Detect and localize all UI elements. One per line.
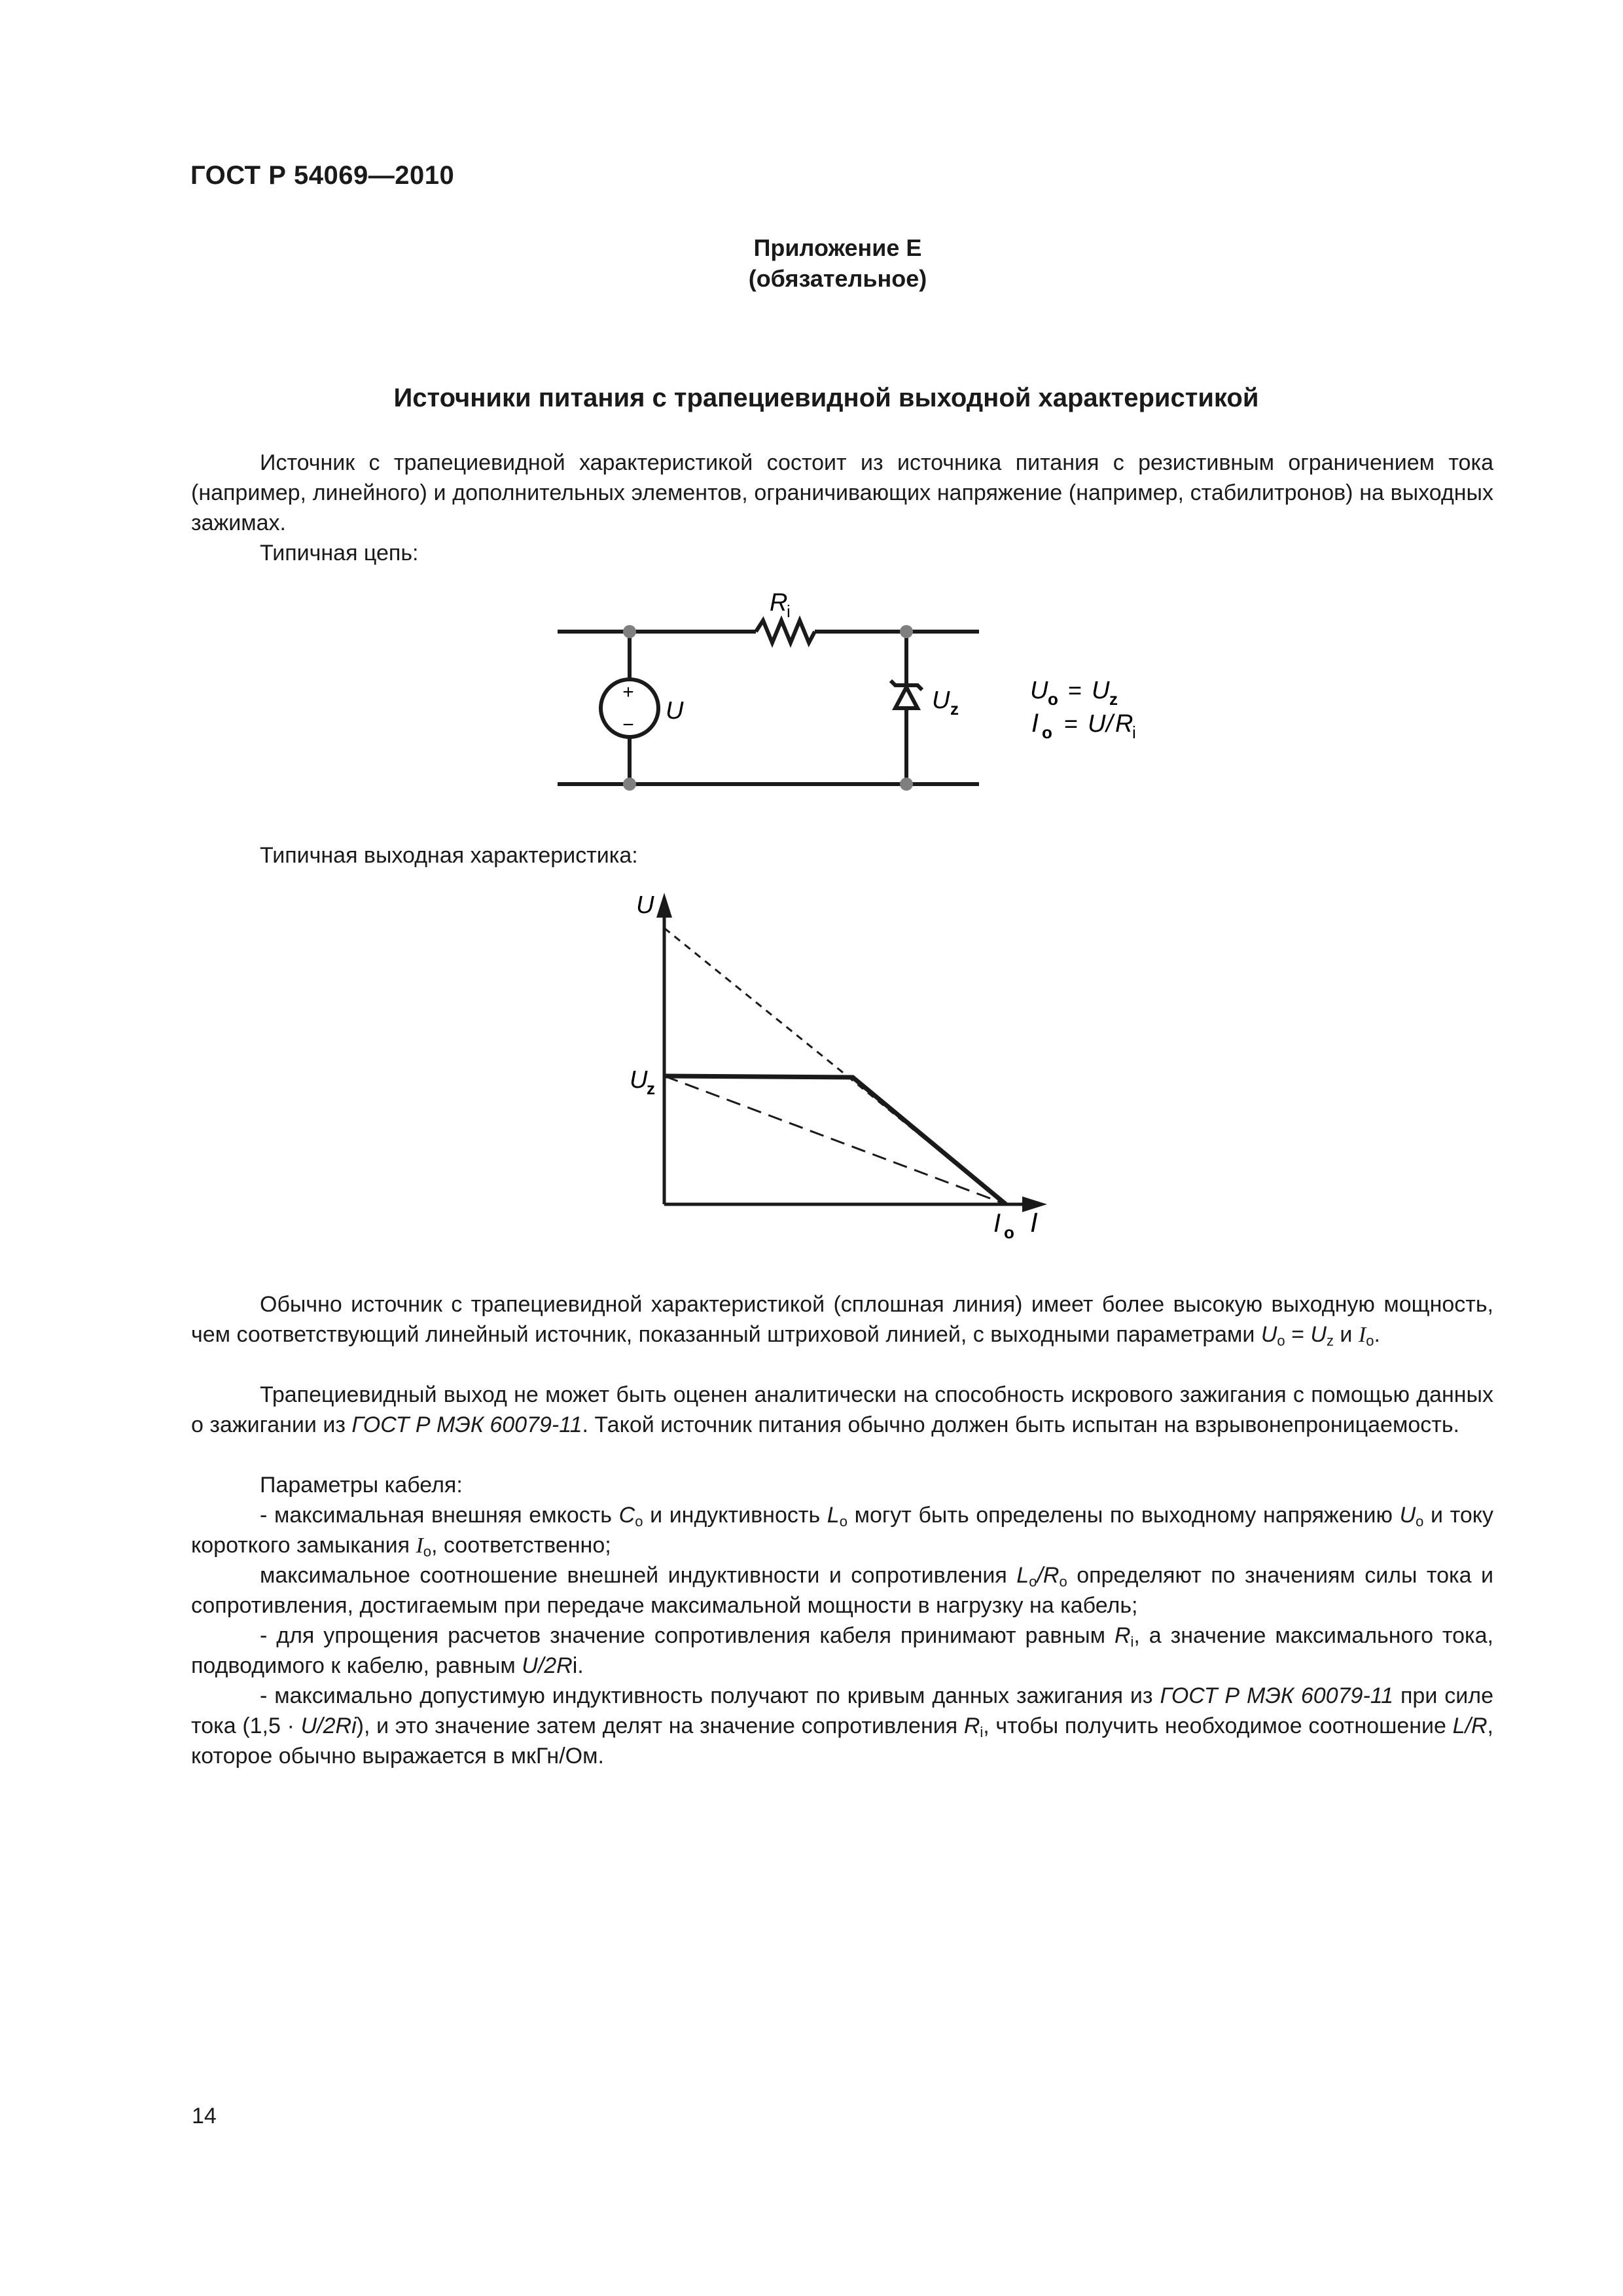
- standard-reference: ГОСТ Р МЭК 60079-11: [1160, 1683, 1394, 1708]
- uz-label-sub: z: [647, 1079, 655, 1098]
- document-code: ГОСТ Р 54069—2010: [190, 161, 455, 190]
- junction-node: [623, 625, 636, 638]
- zener-limited-dashed-line: [664, 1076, 1006, 1204]
- section-title-text: Источники питания с трапециевидной выходной характеристикой: [393, 384, 1259, 412]
- x-axis-label: I: [1030, 1207, 1038, 1238]
- resistor-label-sub: i: [787, 601, 791, 621]
- eq1-right: U: [1092, 677, 1110, 704]
- paragraph-inductance-ratio: максимальное соотношение внешней индуктивности и сопротивления $L_o/R_o$ определяют по значениям силы тока и сопротивления, достигаемым при передаче максимальной мощности в нагрузку на кабель;: [191, 1563, 1494, 1618]
- junction-node: [900, 778, 913, 791]
- paragraph-ignition-evaluation: Трапециевидный выход не может быть оценен аналитически на способность искрового зажигания с помощью данных о зажигании из ГОСТ Р МЭК 60079-11. Такой источник питания обычно должен быть испытан на взрывонепроницаемость.: [191, 1382, 1493, 1437]
- source-plus-sign: +: [622, 681, 634, 703]
- typical-circuit-label: Типичная цепь:: [260, 541, 419, 565]
- appendix-title: Приложение Е: [753, 234, 922, 261]
- intro-paragraph: Источник с трапециевидной характеристикой состоит из источника питания с резистивным ограничением тока (например, линейного) и дополнительных элементов, ограничивающих напряжение (например, стабилитронов) на выходных зажимах.: [191, 450, 1493, 535]
- eq2-left-sub: o: [1042, 723, 1052, 742]
- standard-reference: ГОСТ Р МЭК 60079-11: [351, 1412, 582, 1437]
- eq2-right-u: U: [1088, 710, 1106, 738]
- zener-label-sub: z: [950, 699, 959, 719]
- output-characteristic-plot: [0, 851, 1623, 1276]
- eq1-left: U: [1030, 677, 1048, 704]
- uz-label: U: [630, 1066, 648, 1094]
- eq2-right-r: R: [1115, 710, 1133, 738]
- eq2-right-slash: /: [1106, 710, 1113, 738]
- junction-node: [900, 625, 913, 638]
- eq1-left-sub: o: [1048, 689, 1058, 709]
- cable-parameters-heading: Параметры кабеля:: [260, 1473, 463, 1498]
- paragraph-max-inductance: - максимально допустимую индуктивность получают по кривым данных зажигания из ГОСТ Р МЭК 60079-11 при силе тока (1,5 · U/2Ri), и это значение затем делят на значение сопротивления $R_i$, чтобы получить необходимое соотношение L/R, которое обычно выражается в мкГн/Ом.: [191, 1683, 1494, 1768]
- io-label: I: [993, 1209, 1001, 1238]
- io-label-sub: o: [1004, 1223, 1014, 1242]
- paragraph-trapezoid-power: Обычно источник с трапециевидной характеристикой (сплошная линия) имеет более высокую выходную мощность, чем соответствующий линейный источник, показанный штриховой линией, с выходными параметрами $U_o = U_z$ и $I_o$.: [191, 1292, 1493, 1349]
- resistor-ri: [756, 620, 815, 643]
- appendix-status: (обязательное): [748, 265, 927, 292]
- junction-node: [623, 778, 636, 791]
- eq1-right-sub: z: [1109, 689, 1118, 709]
- y-axis-label: U: [636, 891, 654, 919]
- eq2-right-sub: i: [1132, 723, 1136, 742]
- eq1-equals: =: [1061, 677, 1089, 704]
- eq2-left: I: [1031, 709, 1039, 738]
- zener-diode: [891, 681, 922, 708]
- circuit-diagram: [0, 0, 1623, 851]
- paragraph-cable-capacitance: - максимальная внешняя емкость $C_o$ и индуктивность $L_o$ могут быть определены по выходному напряжению $U_o$ и току короткого замыкания $I_o$, соответственно;: [191, 1503, 1494, 1560]
- source-label: U: [666, 697, 684, 725]
- source-minus-sign: −: [622, 714, 634, 736]
- eq2-equals: =: [1058, 710, 1085, 737]
- zener-label: U: [932, 687, 950, 714]
- resistor-label: R: [770, 589, 788, 617]
- characteristic-label: Типичная выходная характеристика:: [260, 843, 638, 868]
- paragraph-cable-resistance: - для упрощения расчетов значение сопротивления кабеля принимают равным $R_i$, а значение максимального тока, подводимого к кабелю, равным U/2Ri.: [191, 1623, 1493, 1678]
- page-number: 14: [192, 2104, 217, 2128]
- y-axis-arrowhead: [656, 893, 672, 918]
